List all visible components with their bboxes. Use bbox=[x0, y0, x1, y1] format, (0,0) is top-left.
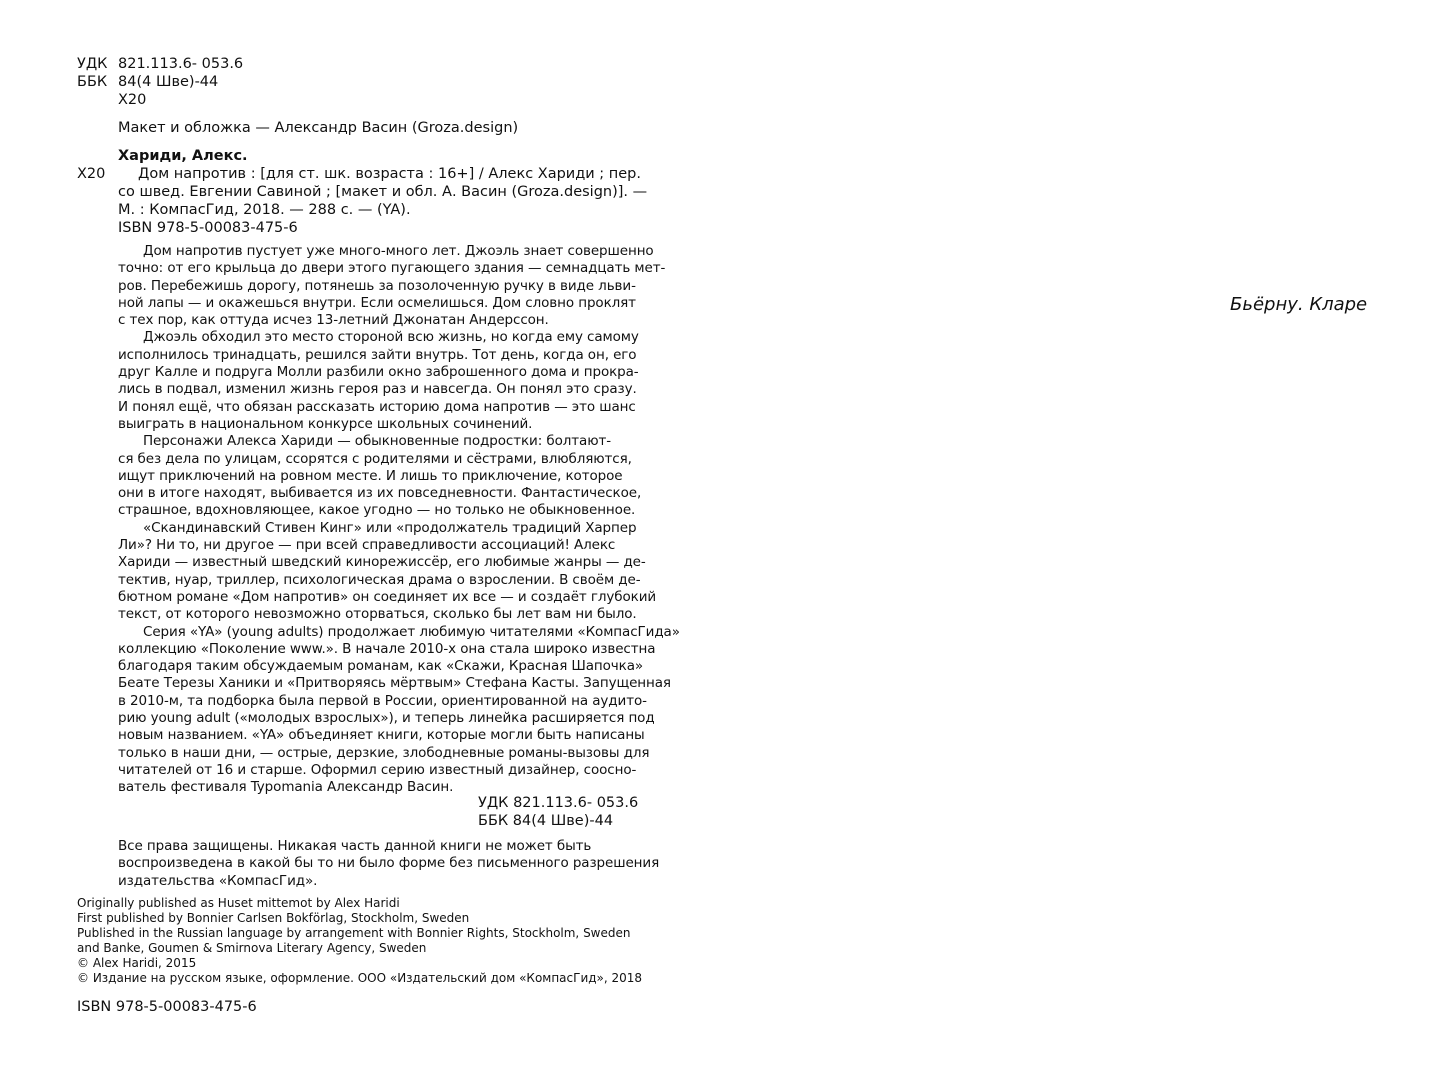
rights-line: издательства «КомпасГид». bbox=[118, 872, 318, 889]
annotation-line: они в итоге находят, выбивается из их повседневности. Фантастическое, bbox=[118, 485, 642, 502]
annotation-line: И понял ещё, что обязан рассказать историю дома напротив — это шанс bbox=[118, 398, 636, 415]
annotation-line: читателей от 16 и старше. Оформил серию известный дизайнер, соосно- bbox=[118, 761, 637, 778]
annotation-line: Серия «YA» (young adults) продолжает любимую читателями «КомпасГида» bbox=[143, 623, 680, 640]
annotation-line: лись в подвал, изменил жизнь героя раз и навсегда. Он понял это сразу. bbox=[118, 381, 637, 398]
annotation-line: ров. Перебежишь дорогу, потянешь за позолоченную ручку в виде льви- bbox=[118, 277, 636, 294]
annotation-line: друг Калле и подруга Молли разбили окно заброшенного дома и прокра- bbox=[118, 364, 639, 381]
catalog-title-line: Дом напротив : [для ст. шк. возраста : 16+] / Алекс Хариди ; пер. bbox=[138, 166, 641, 182]
publishing-line: © Издание на русском языке, оформление. ООО «Издательский дом «КомпасГид», 2018 bbox=[77, 971, 643, 985]
annotation-line: рию young adult («молодых взрослых»), и теперь линейка расширяется под bbox=[118, 710, 655, 727]
annotation-line: «Скандинавский Стивен Кинг» или «продолжатель традиций Харпер bbox=[143, 519, 637, 536]
annotation-line: страшное, вдохновляющее, какое угодно — но только не обыкновенное. bbox=[118, 502, 636, 519]
publishing-line: Originally published as Huset mittemot by Alex Haridi bbox=[77, 896, 400, 910]
annotation-line: текст, от которого невозможно оторваться, сколько бы лет вам ни было. bbox=[118, 606, 637, 623]
catalog-title bbox=[118, 165, 648, 219]
udk-label: УДК bbox=[77, 56, 108, 72]
bbk-label: ББК bbox=[77, 74, 108, 90]
annotation-line: Дом напротив пустует уже много-много лет. Джоэль знает совершенно bbox=[143, 243, 654, 259]
annotation-line: только в наши дни, — острые, дерзкие, злободневные романы-вызовы для bbox=[118, 744, 650, 761]
annotation-line: точно: от его крыльца до двери этого пугающего здания — семнадцать мет- bbox=[118, 260, 666, 277]
design-credit: Макет и обложка — Александр Васин (Groza.design) bbox=[118, 120, 519, 136]
annotation-line: ищут приключений на ровном месте. И лишь то приключение, которое bbox=[118, 467, 623, 484]
annotation-line: Ли»? Ни то, ни другое — при всей справедливости ассоциаций! Алекс bbox=[118, 537, 616, 554]
publishing-line: Published in the Russian language by arrangement with Bonnier Rights, Stockholm, Sweden bbox=[77, 926, 631, 940]
bottom-bbk: ББК 84(4 Шве)-44 bbox=[478, 813, 614, 829]
author-heading: Хариди, Алекс. bbox=[118, 148, 248, 164]
author-mark-top: Х20 bbox=[118, 92, 147, 108]
annotation-line: Джоэль обходил это место стороной всю жизнь, но когда ему самому bbox=[143, 329, 639, 346]
annotation-line: с тех пор, как оттуда исчез 13-летний Джонатан Андерссон. bbox=[118, 312, 549, 329]
annotation-line: тектив, нуар, триллер, психологическая драма о взрослении. В своём де- bbox=[118, 571, 641, 588]
annotation-line: коллекцию «Поколение www.». В начале 2010-х она стала широко известна bbox=[118, 640, 656, 657]
annotation-line: в 2010-м, та подборка была первой в России, ориентированной на аудито- bbox=[118, 692, 647, 709]
annotation-line: ной лапы — и окажешься внутри. Если осмелишься. Дом словно проклят bbox=[118, 294, 636, 311]
annotation-line: выиграть в национальном конкурсе школьных сочинений. bbox=[118, 415, 533, 432]
annotation-line: благодаря таким обсуждаемым романам, как «Скажи, Красная Шапочка» bbox=[118, 658, 644, 675]
annotation-line: ся без дела по улицам, ссорятся с родителями и сёстрами, влюбляются, bbox=[118, 450, 632, 467]
isbn-footer: ISBN 978-5-00083-475-6 bbox=[77, 999, 257, 1015]
rights-line: Все права защищены. Никакая часть данной книги не может быть bbox=[118, 838, 592, 854]
annotation-line: новым названием. «YA» объединяет книги, которые могли быть написаны bbox=[118, 727, 645, 744]
rights-line: воспроизведена в какой бы то ни было форме без письменного разрешения bbox=[118, 855, 660, 872]
publishing-info bbox=[77, 896, 642, 986]
catalog-title-line: М. : КомпасГид, 2018. — 288 с. — (YA). bbox=[118, 202, 411, 218]
annotation-line: бютном романе «Дом напротив» он соединяет их все — и создаёт глубокий bbox=[118, 588, 657, 605]
author-mark-catalog: Х20 bbox=[77, 166, 106, 182]
dedication: Бьёрну. Кларе bbox=[1230, 294, 1368, 315]
catalog-isbn: ISBN 978-5-00083-475-6 bbox=[118, 220, 298, 236]
rights-notice bbox=[118, 838, 659, 890]
udk-value: 821.113.6- 053.6 bbox=[118, 56, 244, 72]
annotation-line: Хариди — известный шведский кинорежиссёр, его любимые жанры — де- bbox=[118, 554, 646, 571]
catalog-title-line: со швед. Евгении Савиной ; [макет и обл. А. Васин (Groza.design)]. — bbox=[118, 184, 648, 200]
annotation bbox=[118, 243, 680, 797]
publishing-line: and Banke, Goumen & Smirnova Literary Agency, Sweden bbox=[77, 941, 427, 955]
annotation-line: Персонажи Алекса Хариди — обыкновенные подростки: болтают- bbox=[143, 433, 612, 450]
annotation-line: Беате Терезы Ханики и «Притворяясь мёртвым» Стефана Касты. Запущенная bbox=[118, 675, 671, 692]
publishing-line: © Alex Haridi, 2015 bbox=[77, 956, 197, 970]
bottom-udk: УДК 821.113.6- 053.6 bbox=[478, 795, 639, 811]
bbk-value: 84(4 Шве)-44 bbox=[118, 74, 219, 90]
annotation-line: исполнилось тринадцать, решился зайти внутрь. Тот день, когда он, его bbox=[118, 346, 637, 363]
publishing-line: First published by Bonnier Carlsen Bokförlag, Stockholm, Sweden bbox=[77, 911, 470, 925]
annotation-line: ватель фестиваля Typomania Александр Васин. bbox=[118, 779, 454, 796]
